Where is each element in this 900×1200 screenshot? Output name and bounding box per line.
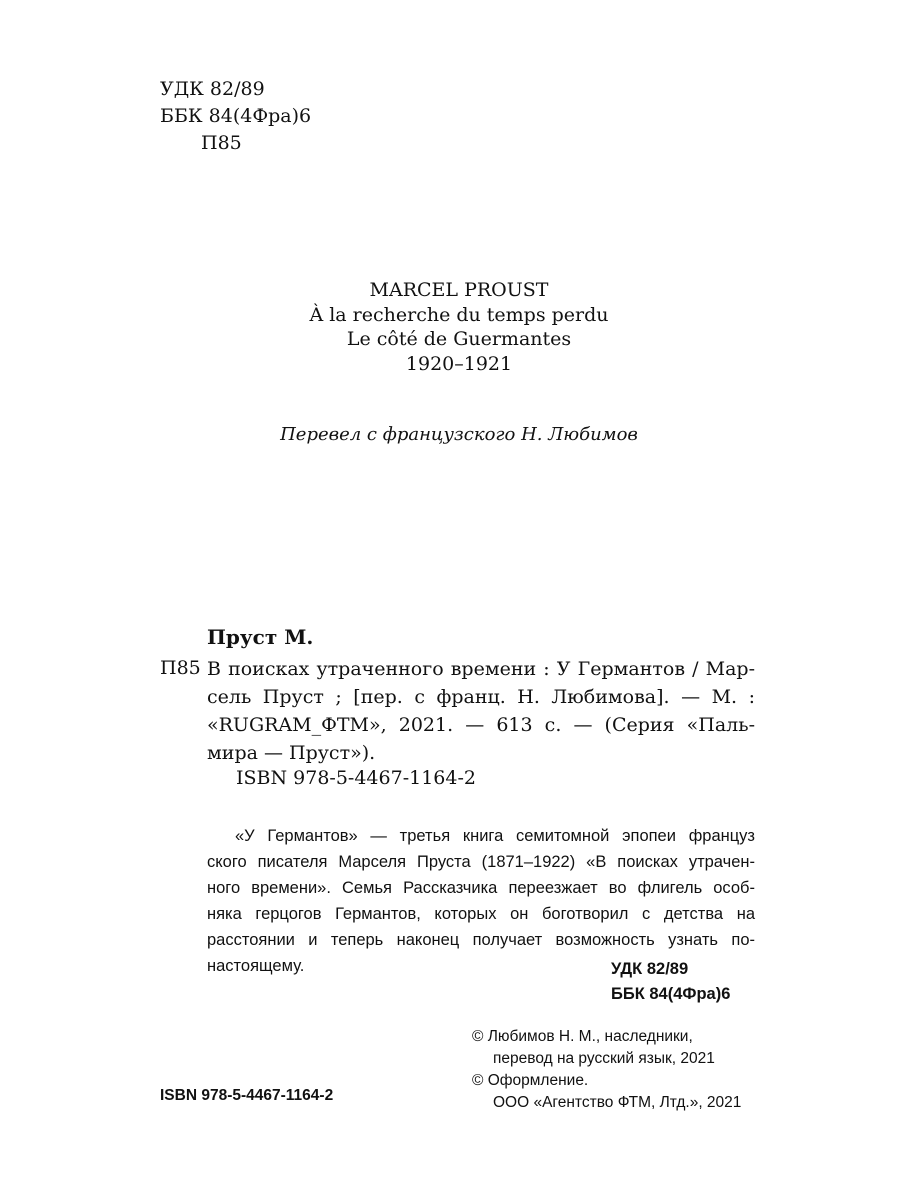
catalog-author-mark: П85 [160,657,201,679]
author-mark: П85 [201,132,242,154]
copyright-line: © Оформление. [472,1072,589,1089]
original-cycle-title: À la recherche du temps perdu [309,303,609,326]
annotation-line: «У Германтов» — третья книга семитомной эпопеи француз [235,827,755,845]
bottom-classification-codes [611,957,730,1007]
annotation [207,823,755,979]
catalog-author-heading: Пруст М. [207,625,314,649]
catalog-description [207,655,755,767]
description-line: «RUGRAM_ФТМ», 2021. — 613 с. — (Серия «Паль- [207,714,755,736]
top-classification-codes [160,76,311,157]
original-volume-title: Le côté de Guermantes [346,328,572,350]
bottom-udk-code: УДК 82/89 [611,960,689,978]
description-line: сель Пруст ; [пер. с франц. Н. Любимова]. — М. : [207,686,755,708]
original-years: 1920–1921 [405,352,513,375]
bottom-isbn: ISBN 978-5-4467-1164-2 [160,1087,334,1104]
copyright-block [472,1026,741,1114]
translator-note: Перевел с французского Н. Любимов [280,424,638,445]
original-author: MARCEL PROUST [369,279,549,301]
copyright-line: ООО «Агентство ФТМ, Лтд.», 2021 [493,1094,742,1111]
annotation-line: настоящему. [207,957,305,975]
description-line: В поисках утраченного времени : У Германтов / Мар- [207,658,755,680]
annotation-line: ного времени». Семья Рассказчика переезжает во флигель особ- [207,879,755,897]
original-title-block [0,278,900,376]
bbk-code: ББК 84(4Фра)6 [160,105,312,127]
annotation-line: расстоянии и теперь наконец получает возможность узнать по- [207,931,755,949]
annotation-line: няка герцогов Германтов, которых он боготворил с детства на [207,905,755,923]
bottom-bbk-code: ББК 84(4Фра)6 [611,985,731,1003]
annotation-line: ского писателя Марселя Пруста (1871–1922) «В поисках утрачен- [207,853,755,871]
copyright-line: перевод на русский язык, 2021 [493,1050,715,1067]
catalog-isbn: ISBN 978-5-4467-1164-2 [236,767,476,789]
copyright-line: © Любимов Н. М., наследники, [472,1028,693,1045]
description-line: мира — Пруст»). [207,742,376,764]
udk-code: УДК 82/89 [160,78,265,100]
